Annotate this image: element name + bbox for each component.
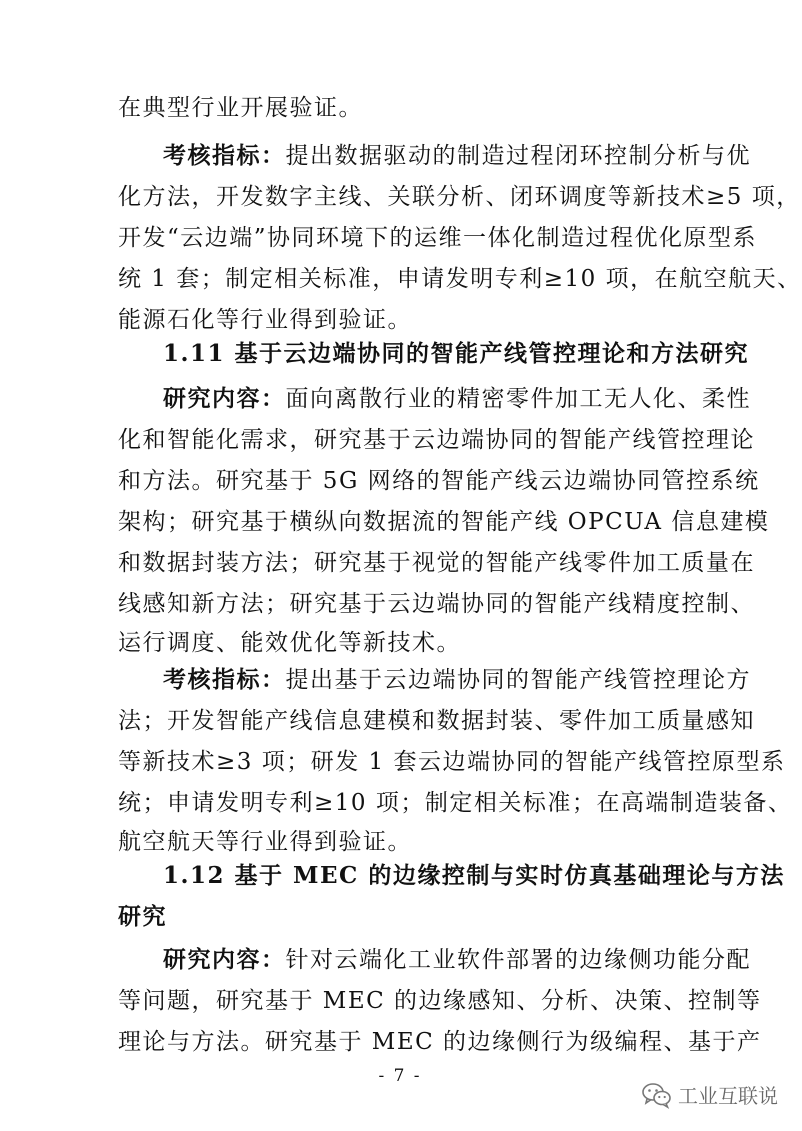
paragraph-text: 提出基于云边端协同的智能产线管控理论方 [285,667,751,693]
paragraph-line: 运行调度、能效优化等新技术。 [118,630,461,656]
paragraph-line: 在典型行业开展验证。 [118,95,363,121]
paragraph-line: 架构；研究基于横纵向数据流的智能产线 OPCUA 信息建模 [118,509,770,535]
paragraph-text: 面向离散行业的精密零件加工无人化、柔性 [285,386,751,412]
section-heading-1-12: 1.12 基于 MEC 的边缘控制与实时仿真基础理论与方法 [163,862,785,889]
paragraph-text: 针对云端化工业软件部署的边缘侧功能分配 [285,947,751,973]
paragraph-line [163,140,751,172]
paragraph-line: 和方法。研究基于 5G 网络的智能产线云边端协同管控系统 [118,468,760,494]
paragraph-line [163,664,751,696]
watermark [642,1080,778,1109]
paragraph-line: 航空航天等行业得到验证。 [118,829,412,855]
section-heading-1-11: 1.11 基于云边端协同的智能产线管控理论和方法研究 [163,340,750,367]
paragraph-line: 等新技术≥3 项；研发 1 套云边端协同的智能产线管控原型系 [118,749,786,775]
paragraph-line: 化方法，开发数字主线、关联分析、闭环调度等新技术≥5 项， [118,184,801,210]
paragraph-line: 和数据封装方法；研究基于视觉的智能产线零件加工质量在 [118,550,755,576]
paragraph-line [163,383,751,415]
page-number: - 7 - [378,1066,422,1086]
paragraph-line: 理论与方法。研究基于 MEC 的边缘侧行为级编程、基于产 [118,1029,762,1055]
research-content-label: 研究内容： [163,385,286,412]
paragraph-line: 统；申请发明专利≥10 项；制定相关标准；在高端制造装备、 [118,790,793,816]
paragraph-line: 线感知新方法；研究基于云边端协同的智能产线精度控制、 [118,591,755,617]
paragraph-line: 化和智能化需求，研究基于云边端协同的智能产线管控理论 [118,427,755,453]
paragraph-line: 法；开发智能产线信息建模和数据封装、零件加工质量感知 [118,708,755,734]
paragraph-line: 等问题，研究基于 MEC 的边缘感知、分析、决策、控制等 [118,988,762,1014]
paragraph-line: 能源石化等行业得到验证。 [118,307,412,333]
paragraph-line [163,944,751,976]
watermark-text: 工业互联说 [678,1084,778,1108]
wechat-icon [642,1082,672,1108]
paragraph-text: 提出数据驱动的制造过程闭环控制分析与优 [285,143,751,169]
section-heading-1-12-continued: 研究 [118,903,167,930]
assessment-label: 考核指标： [163,666,286,693]
paragraph-line: 统 1 套；制定相关标准，申请发明专利≥10 项，在航空航天、 [118,266,802,292]
research-content-label: 研究内容： [163,946,286,973]
paragraph-line: 开发“云边端”协同环境下的运维一体化制造过程优化原型系 [118,225,758,251]
assessment-label: 考核指标： [163,142,286,169]
